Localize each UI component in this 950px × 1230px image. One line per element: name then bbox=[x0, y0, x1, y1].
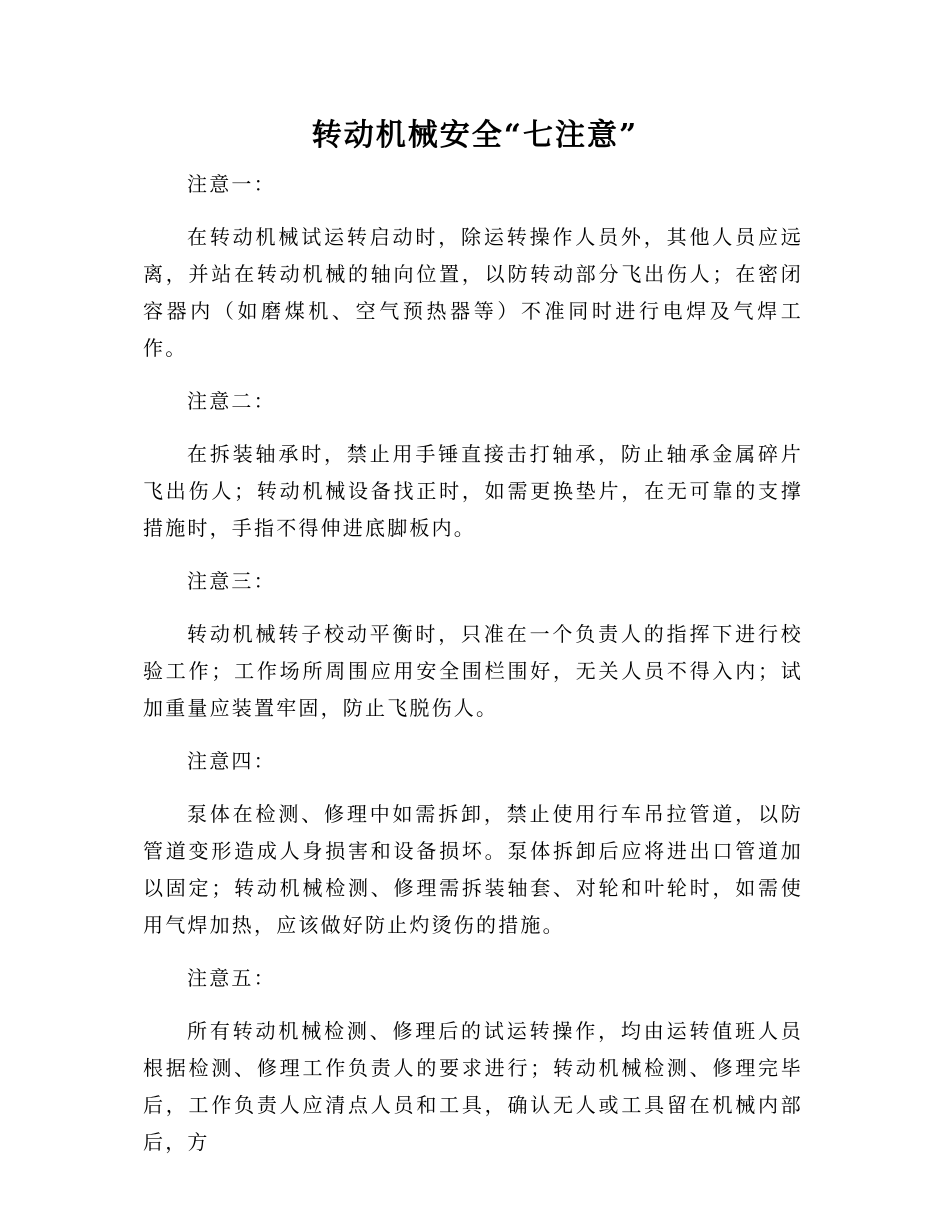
document-body bbox=[143, 166, 803, 1161]
section-heading-4: 注意四： bbox=[187, 749, 276, 773]
section-heading-2: 注意二： bbox=[187, 389, 276, 413]
section-paragraph-2: 在拆装轴承时，禁止用手锤直接击打轴承，防止轴承金属碎片飞出伤人；转动机械设备找正时，如需更换垫片，在无可靠的支撑措施时，手指不得伸进底脚板内。 bbox=[143, 442, 803, 540]
section-paragraph-5: 所有转动机械检测、修理后的试运转操作，均由运转值班人员根据检测、修理工作负责人的要求进行；转动机械检测、修理完毕后，工作负责人应清点人员和工具，确认无人或工具留在机械内部后，方 bbox=[143, 1019, 803, 1154]
section-heading-1: 注意一： bbox=[187, 172, 276, 196]
section-heading-5: 注意五： bbox=[187, 966, 276, 990]
section-paragraph-1: 在转动机械试运转启动时，除运转操作人员外，其他人员应远离，并站在转动机械的轴向位置，以防转动部分飞出伤人；在密闭容器内（如磨煤机、空气预热器等）不准同时进行电焊及气焊工作。 bbox=[143, 225, 803, 360]
section-paragraph-4: 泵体在检测、修理中如需拆卸，禁止使用行车吊拉管道，以防管道变形造成人身损害和设备损坏。泵体拆卸后应将进出口管道加以固定；转动机械检测、修理需拆装轴套、对轮和叶轮时，如需使用气焊加热，应该做好防止灼烫伤的措施。 bbox=[143, 802, 803, 937]
document-title: 转动机械安全“七注意” bbox=[311, 118, 639, 153]
section-paragraph-3: 转动机械转子校动平衡时，只准在一个负责人的指挥下进行校验工作；工作场所周围应用安全围栏围好，无关人员不得入内；试加重量应装置牢固，防止飞脱伤人。 bbox=[143, 622, 803, 720]
section-heading-3: 注意三： bbox=[187, 569, 276, 593]
